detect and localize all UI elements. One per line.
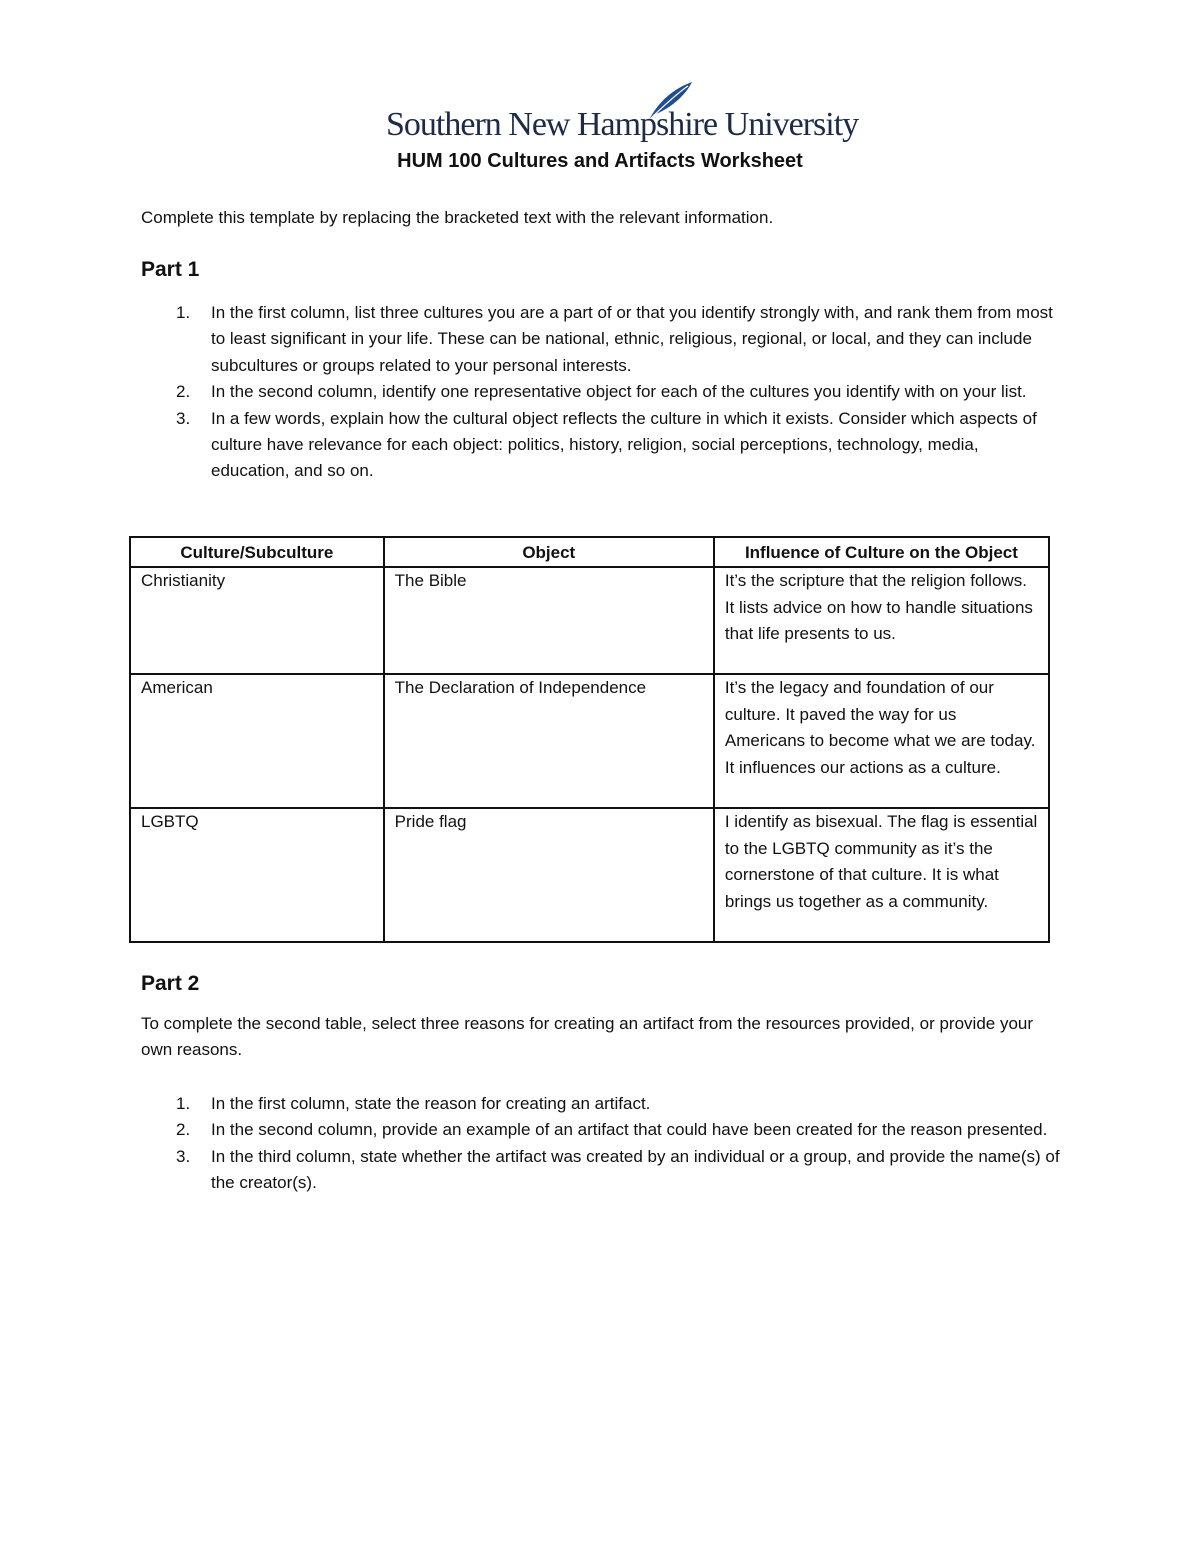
table-header-row [130,537,1049,567]
table-row [130,567,1049,674]
list-item [141,406,1061,485]
cell-influence: It’s the scripture that the religion follows. It lists advice on how to handle situations that life presents to us. [714,567,1049,674]
header-object: Object [384,537,714,567]
list-item [141,1117,1061,1143]
university-logo [386,80,859,150]
list-item [141,1091,1061,1117]
step-number: 1. [176,303,191,322]
step-text: In a few words, explain how the cultural object reflects the culture in which it exists. Consider which aspects of culture have relevance for each object: politics, history, religion, social perceptions, technology, media, education, and so on. [211,408,1037,481]
step-number: 3. [176,408,191,428]
part2-intro: To complete the second table, select three reasons for creating an artifact from the resources provided, or provide your own reasons. [141,1014,1034,1060]
culture-table [129,536,1050,943]
table-row [130,674,1049,808]
step-text: In the first column, state the reason for creating an artifact. [211,1094,651,1113]
list-item [141,379,1061,405]
part1-steps [141,300,1061,485]
cell-culture: LGBTQ [130,808,384,942]
part2-heading: Part 2 [141,972,200,995]
page-title: HUM 100 Cultures and Artifacts Worksheet [397,150,803,172]
cell-influence: I identify as bisexual. The flag is essential to the LGBTQ community as it’s the cornerstone of that culture. It is what brings us together as a community. [714,808,1049,942]
step-number: 2. [176,382,191,402]
cell-object: The Declaration of Independence [384,674,714,808]
step-text: In the third column, state whether the artifact was created by an individual or a group, and provide the name(s) of the creator(s). [211,1146,1060,1193]
cell-influence: It’s the legacy and foundation of our culture. It paved the way for us Americans to become what we are today. It influences our actions as a culture. [714,674,1049,808]
step-number: 1. [176,1094,191,1113]
cell-culture: American [130,674,384,808]
step-number: 2. [176,1120,191,1140]
step-text: In the second column, provide an example of an artifact that could have been created for the reason presented. [211,1120,1048,1140]
part1-heading: Part 1 [141,258,200,281]
logo-text: Southern New Hampshire University [386,106,859,143]
header-influence: Influence of Culture on the Object [714,537,1049,567]
cell-object: The Bible [384,567,714,674]
step-text: In the second column, identify one representative object for each of the cultures you identify with on your list. [211,382,1027,402]
step-number: 3. [176,1146,191,1166]
part2-steps [141,1091,1061,1197]
header-culture: Culture/Subculture [130,537,384,567]
table-row [130,808,1049,942]
step-text: In the first column, list three cultures you are a part of or that you identify strongly with, and rank them from most to least significant in your life. These can be national, ethnic, religious, regional, or local, and they can include subcultures or groups related to your personal interests. [211,303,1053,375]
cell-culture: Christianity [130,567,384,674]
list-item [141,1144,1061,1197]
intro-text: Complete this template by replacing the bracketed text with the relevant information. [141,208,774,227]
list-item [141,300,1061,379]
cell-object: Pride flag [384,808,714,942]
